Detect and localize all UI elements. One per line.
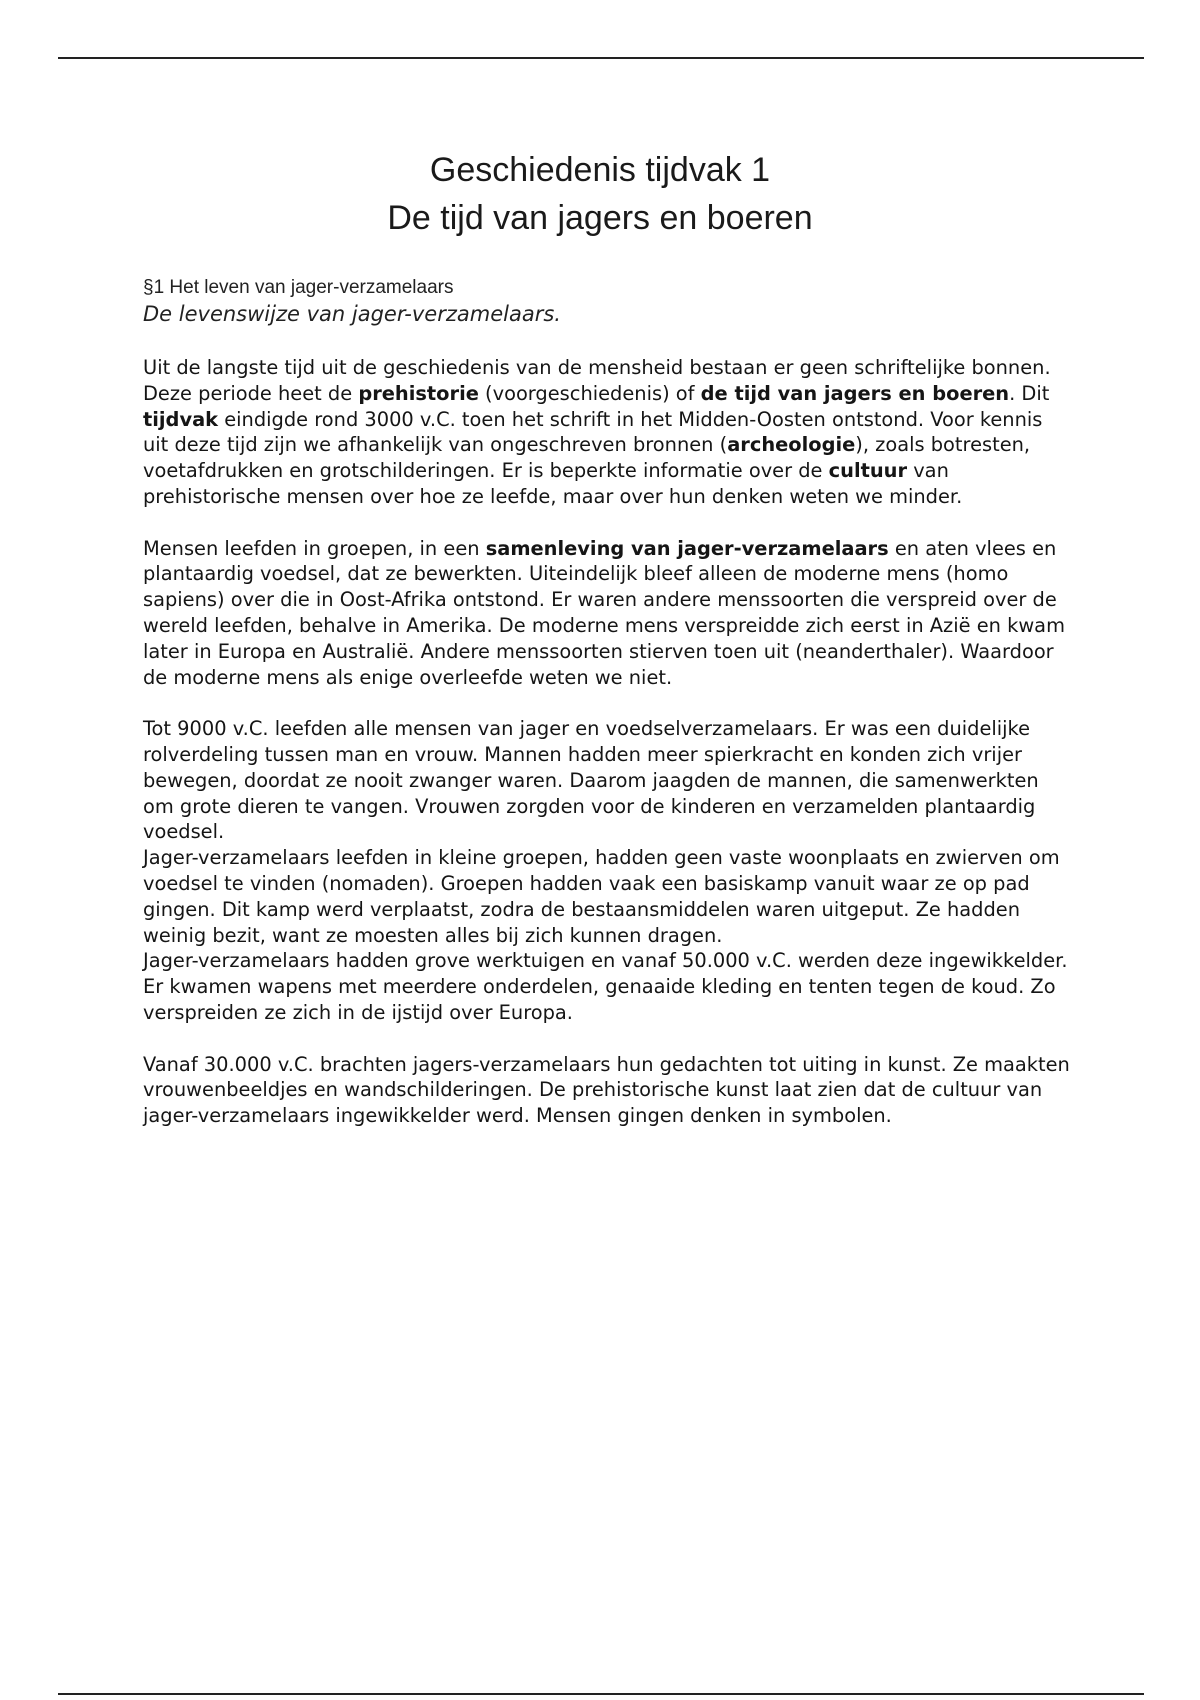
text-run: en aten vlees en plantaardig voedsel, dat ze bewerkten. Uiteindelijk bleef alleen de moderne mens (homo sapiens) over die in Oost-Afrika ontstond. Er waren andere menssoorten die verspreid over de wereld leefden, behalve in Amerika. De moderne mens verspreidde zich eerst in Azië en kwam later in Europa en Australië. Andere menssoorten stierven toen uit (neanderthaler). Waardoor de moderne mens als enige overleefde weten we niet.: [143, 536, 1065, 689]
section-heading: §1 Het leven van jager-verzamelaars: [143, 277, 454, 298]
text-run: ), zoals botresten, voetafdrukken en grotschilderingen. Er is beperkte informatie over de: [143, 433, 1031, 483]
text-run: Mensen leefden in groepen, in een: [143, 536, 486, 560]
paragraph-samenleving: [143, 536, 1073, 691]
text-run: . Dit: [1009, 381, 1050, 405]
term-tijdvak: tijdvak: [143, 407, 219, 431]
term-cultuur: cultuur: [828, 459, 908, 483]
title-line-1: Geschiedenis tijdvak 1: [429, 151, 771, 189]
term-samenleving-van-jager-verzamelaars: samenleving van jager-verzamelaars: [485, 536, 889, 560]
document-body: [143, 276, 1073, 1155]
paragraph-prehistorie: [143, 355, 1073, 510]
term-tijd-van-jagers-en-boeren: de tijd van jagers en boeren: [700, 381, 1010, 405]
text-run: eindigde rond 3000 v.C. toen het schrift in het Midden-Oosten ontstond. Voor kennis uit deze tijd zijn we afhankelijk van ongeschreven bronnen (: [143, 407, 1043, 457]
top-divider: [58, 57, 1144, 59]
term-prehistorie: prehistorie: [358, 381, 479, 405]
paragraph-rolverdeling: Tot 9000 v.C. leefden alle mensen van jager en voedselverzamelaars. Er was een duidelijke rolverdeling tussen man en vrouw. Mannen hadden meer spierkracht en konden zich vrijer bewegen, doordat ze nooit zwanger waren. Daarom jaagden de mannen, die samenwerkten om grote dieren te vangen. Vrouwen zorgden voor de kinderen en verzamelden plantaardig voedsel.: [143, 717, 1039, 844]
term-archeologie: archeologie: [727, 433, 856, 457]
document-title: [0, 146, 1200, 242]
subheading: De levenswijze van jager-verzamelaars.: [143, 302, 561, 326]
bottom-divider: [58, 1693, 1144, 1695]
title-line-2: De tijd van jagers en boeren: [387, 199, 813, 237]
text-run: (voorgeschiedenis) of: [478, 381, 701, 405]
text-run: Uit de langste tijd uit de geschiedenis van de mensheid bestaan er geen schriftelijke bonnen. Deze periode heet de: [143, 356, 1051, 405]
paragraph-werktuigen: Jager-verzamelaars hadden grove werktuigen en vanaf 50.000 v.C. werden deze ingewikkelder. Er kwamen wapens met meerdere onderdelen, genaaide kleding en tenten tegen de koud. Zo verspreiden ze zich in de ijstijd over Europa.: [143, 949, 1068, 1024]
text-run: van prehistorische mensen over hoe ze leefde, maar over hun denken weten we minder.: [143, 459, 963, 508]
paragraph-kunst: Vanaf 30.000 v.C. brachten jagers-verzamelaars hun gedachten tot uiting in kunst. Ze maakten vrouwenbeeldjes en wandschilderingen. De prehistorische kunst laat zien dat de cultuur van jager-verzamelaars ingewikkelder werd. Mensen gingen denken in symbolen.: [143, 1052, 1070, 1128]
paragraph-nomaden: Jager-verzamelaars leefden in kleine groepen, hadden geen vaste woonplaats en zwierven om voedsel te vinden (nomaden). Groepen hadden vaak een basiskamp vanuit waar ze op pad gingen. Dit kamp werd verplaatst, zodra de bestaansmiddelen waren uitgeput. Ze hadden weinig bezit, want ze moesten alles bij zich kunnen dragen.: [143, 846, 1060, 947]
